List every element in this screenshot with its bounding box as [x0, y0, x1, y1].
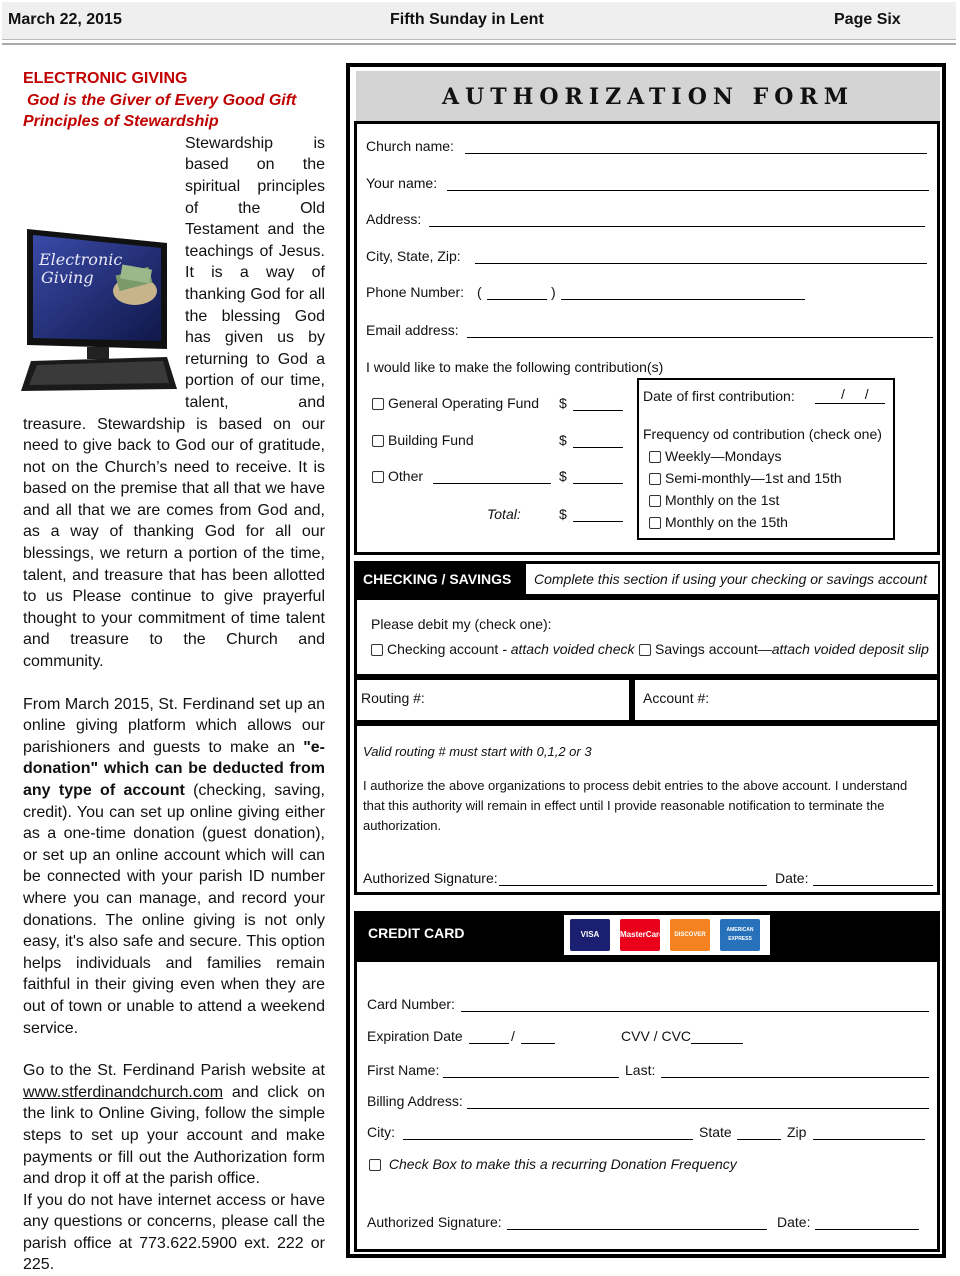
zip-field[interactable]	[813, 1126, 925, 1140]
freq-monthly-1st[interactable]: Monthly on the 1st	[649, 492, 779, 508]
card-signature-label: Authorized Signature:	[367, 1214, 502, 1230]
header-rule	[2, 43, 956, 45]
email-field[interactable]	[467, 324, 933, 338]
article-paragraph-2: From March 2015, St. Ferdinand set up an online giving platform which allows our parishioners and guests to make an "e-donation" which can be deducted from any type of account (checking, saving, credit). You can set up online giving either as a one-time donation (guest donation), or set up an online account which will can be connected with your parish ID number where you can manage, and record your donations. The online giving is not only easy, it's also safe and secure. This option helps individuals and families remain faithful in their giving even when they are out of town or unable to attend a weekend service.	[23, 695, 325, 1037]
your-name-field[interactable]	[447, 177, 929, 191]
first-name-field[interactable]	[443, 1064, 619, 1078]
checking-date-field[interactable]	[813, 872, 933, 886]
city-state-zip-label: City, State, Zip:	[366, 248, 461, 264]
article-heading: ELECTRONIC GIVING	[23, 70, 188, 87]
form-title: AUTHORIZATION FORM	[356, 71, 940, 123]
cvv-field[interactable]	[691, 1030, 743, 1044]
billing-address-label: Billing Address:	[367, 1093, 463, 1109]
frequency-box: Date of first contribution: / / Frequency od contribution (check one) Weekly—Mondays Semi-monthly—1st and 15th Monthly on the 1st Monthly on the 15th	[637, 378, 895, 540]
checking-savings-bar	[354, 561, 940, 597]
savings-account-option[interactable]: Savings account—attach voided deposit slip	[639, 641, 929, 657]
discover-icon: DISCOVER	[670, 919, 710, 951]
other-fund-amount[interactable]	[573, 470, 623, 484]
card-date-field[interactable]	[815, 1216, 919, 1230]
header-date: March 22, 2015	[8, 11, 122, 28]
routing-note: Valid routing # must start with 0,1,2 or 3	[363, 744, 592, 759]
visa-icon: VISA	[570, 919, 610, 951]
card-logos	[564, 915, 770, 955]
billing-address-field[interactable]	[467, 1095, 929, 1109]
credit-card-bar	[354, 911, 940, 959]
frequency-label: Frequency od contribution (check one)	[643, 426, 882, 442]
exp-month-field[interactable]	[469, 1030, 509, 1044]
article-paragraph-4: If you do not have internet access or have any questions or concerns, please call the parish office at 773.622.5900 ext. 222 or 225.	[23, 1191, 325, 1274]
article-paragraph-1: Electronic Giving Stewardship is based on the spiritual principles of the Old Testament and the teachings of Jesus. It is a way of thanking God for all the blessing God has given us by returning to God a portion of our time, talent, and treasure. Stewardship is based on our need to give back to God our of gratitude, not on the Church’s need to receive. It is based on the premise that all that we have and all that we are comes from God and, as a way of thanking God for all our blessings, we return a portion of the time, talent, and treasure that has been allotted to us Please continue to give prayerful thought to your commitment of time talent and treasure to the Church and community.	[23, 133, 325, 673]
phone-number-field[interactable]	[561, 286, 805, 300]
cvv-label: CVV / CVC	[621, 1028, 692, 1044]
church-name-field[interactable]	[465, 140, 927, 154]
checkbox-other-fund[interactable]	[372, 471, 384, 483]
article-subheading-1: God is the Giver of Every Good Gift	[27, 91, 297, 109]
freq-weekly[interactable]: Weekly—Mondays	[649, 448, 781, 464]
card-signature-field[interactable]	[507, 1216, 767, 1230]
last-name-label: Last:	[625, 1062, 656, 1078]
exp-year-field[interactable]	[521, 1030, 555, 1044]
checking-savings-note: Complete this section if using your checking or savings account	[526, 564, 938, 594]
recurring-checkbox[interactable]	[369, 1159, 381, 1171]
article	[23, 68, 325, 1276]
fund-other[interactable]: Other	[372, 468, 423, 484]
card-number-label: Card Number:	[367, 996, 455, 1012]
checking-date-label: Date:	[775, 870, 809, 886]
phone-label: Phone Number:	[366, 284, 465, 300]
image-caption-2: Giving	[41, 267, 94, 287]
last-name-field[interactable]	[661, 1064, 929, 1078]
authorization-text: I authorize the above organizations to process debit entries to the above account. I understand that this authority will remain in effect until I provide reasonable notification to terminate the authorization.	[363, 778, 908, 833]
credit-card-section: Card Number: Expiration Date / CVV / CVC First Name: Last: Billing Address: City: State Zip Check Box to make this a recurring Donation Frequency Authorized Signature: Date:	[354, 959, 940, 1252]
authorization-section	[354, 723, 940, 895]
image-caption-1: Electronic	[39, 249, 123, 269]
city-state-zip-field[interactable]	[475, 250, 927, 264]
account-box[interactable]	[632, 677, 940, 723]
personal-info-section: Church name: Your name: Address: City, State, Zip: Phone Number: ( ) Email address: I would like to make the following contribution(s) General Operating Fund $ Building Fund $ Other $ Total: $ Date of first contribution: / / Frequency od contribution (check one) Weekly—Mondays Semi-monthly—1st and 15th Monthly on the 1st Monthly on the 15th	[354, 121, 940, 555]
parish-website-link[interactable]: www.stferdinandchurch.com	[23, 1083, 224, 1101]
article-paragraph-3: Go to the St. Ferdinand Parish website at www.stferdinandchurch.com and click on the link to Online Giving, follow the simple steps to set up your account and make payments or fill out the Authorization form and drop it off at the parish office.	[23, 1062, 325, 1188]
total-amount[interactable]	[573, 508, 623, 522]
checkbox-building-fund[interactable]	[372, 435, 384, 447]
debit-section	[354, 597, 940, 677]
building-fund-amount[interactable]	[573, 434, 623, 448]
monitor-icon	[17, 221, 181, 397]
other-fund-name[interactable]	[433, 470, 551, 484]
header-title: Fifth Sunday in Lent	[390, 11, 544, 28]
checkbox-general-fund[interactable]	[372, 398, 384, 410]
address-label: Address:	[366, 211, 422, 227]
zip-label: Zip	[787, 1124, 807, 1140]
credit-card-title: CREDIT CARD	[368, 925, 465, 941]
electronic-giving-image	[17, 221, 181, 401]
first-name-label: First Name:	[367, 1062, 440, 1078]
expiration-label: Expiration Date	[367, 1028, 463, 1044]
address-field[interactable]	[429, 213, 925, 227]
routing-label: Routing #:	[361, 690, 425, 706]
checking-savings-title: CHECKING / SAVINGS	[363, 571, 512, 587]
church-name-label: Church name:	[366, 138, 454, 154]
fund-general[interactable]: General Operating Fund	[372, 395, 539, 411]
city-label: City:	[367, 1124, 395, 1140]
recurring-option[interactable]: Check Box to make this a recurring Donation Frequency	[369, 1156, 737, 1172]
freq-semi-monthly[interactable]: Semi-monthly—1st and 15th	[649, 470, 842, 486]
routing-box[interactable]	[354, 677, 632, 723]
checking-signature-field[interactable]	[499, 872, 767, 886]
your-name-label: Your name:	[366, 175, 438, 191]
checking-account-option[interactable]: Checking account - attach voided check	[371, 641, 634, 657]
freq-monthly-15th[interactable]: Monthly on the 15th	[649, 514, 788, 530]
first-contribution-label: Date of first contribution:	[643, 388, 795, 404]
page-header	[2, 2, 956, 40]
fund-building[interactable]: Building Fund	[372, 432, 474, 448]
total-label: Total:	[487, 506, 521, 522]
card-number-field[interactable]	[461, 998, 929, 1012]
state-label: State	[699, 1124, 732, 1140]
checking-signature-label: Authorized Signature:	[363, 870, 498, 886]
email-label: Email address:	[366, 322, 459, 338]
article-subheading-2: Principles of Stewardship	[23, 113, 219, 131]
city-field[interactable]	[403, 1126, 693, 1140]
amex-icon: AMERICAN EXPRESS	[720, 919, 760, 951]
card-date-label: Date:	[777, 1214, 811, 1230]
general-fund-amount[interactable]	[573, 397, 623, 411]
authorization-form	[346, 63, 946, 1258]
state-field[interactable]	[737, 1126, 781, 1140]
contribution-intro: I would like to make the following contribution(s)	[366, 359, 664, 375]
mastercard-icon: MasterCard	[620, 919, 660, 951]
header-page: Page Six	[834, 11, 901, 28]
phone-area-code-field[interactable]	[487, 286, 547, 300]
account-label: Account #:	[643, 690, 710, 706]
debit-label: Please debit my (check one):	[371, 616, 552, 632]
